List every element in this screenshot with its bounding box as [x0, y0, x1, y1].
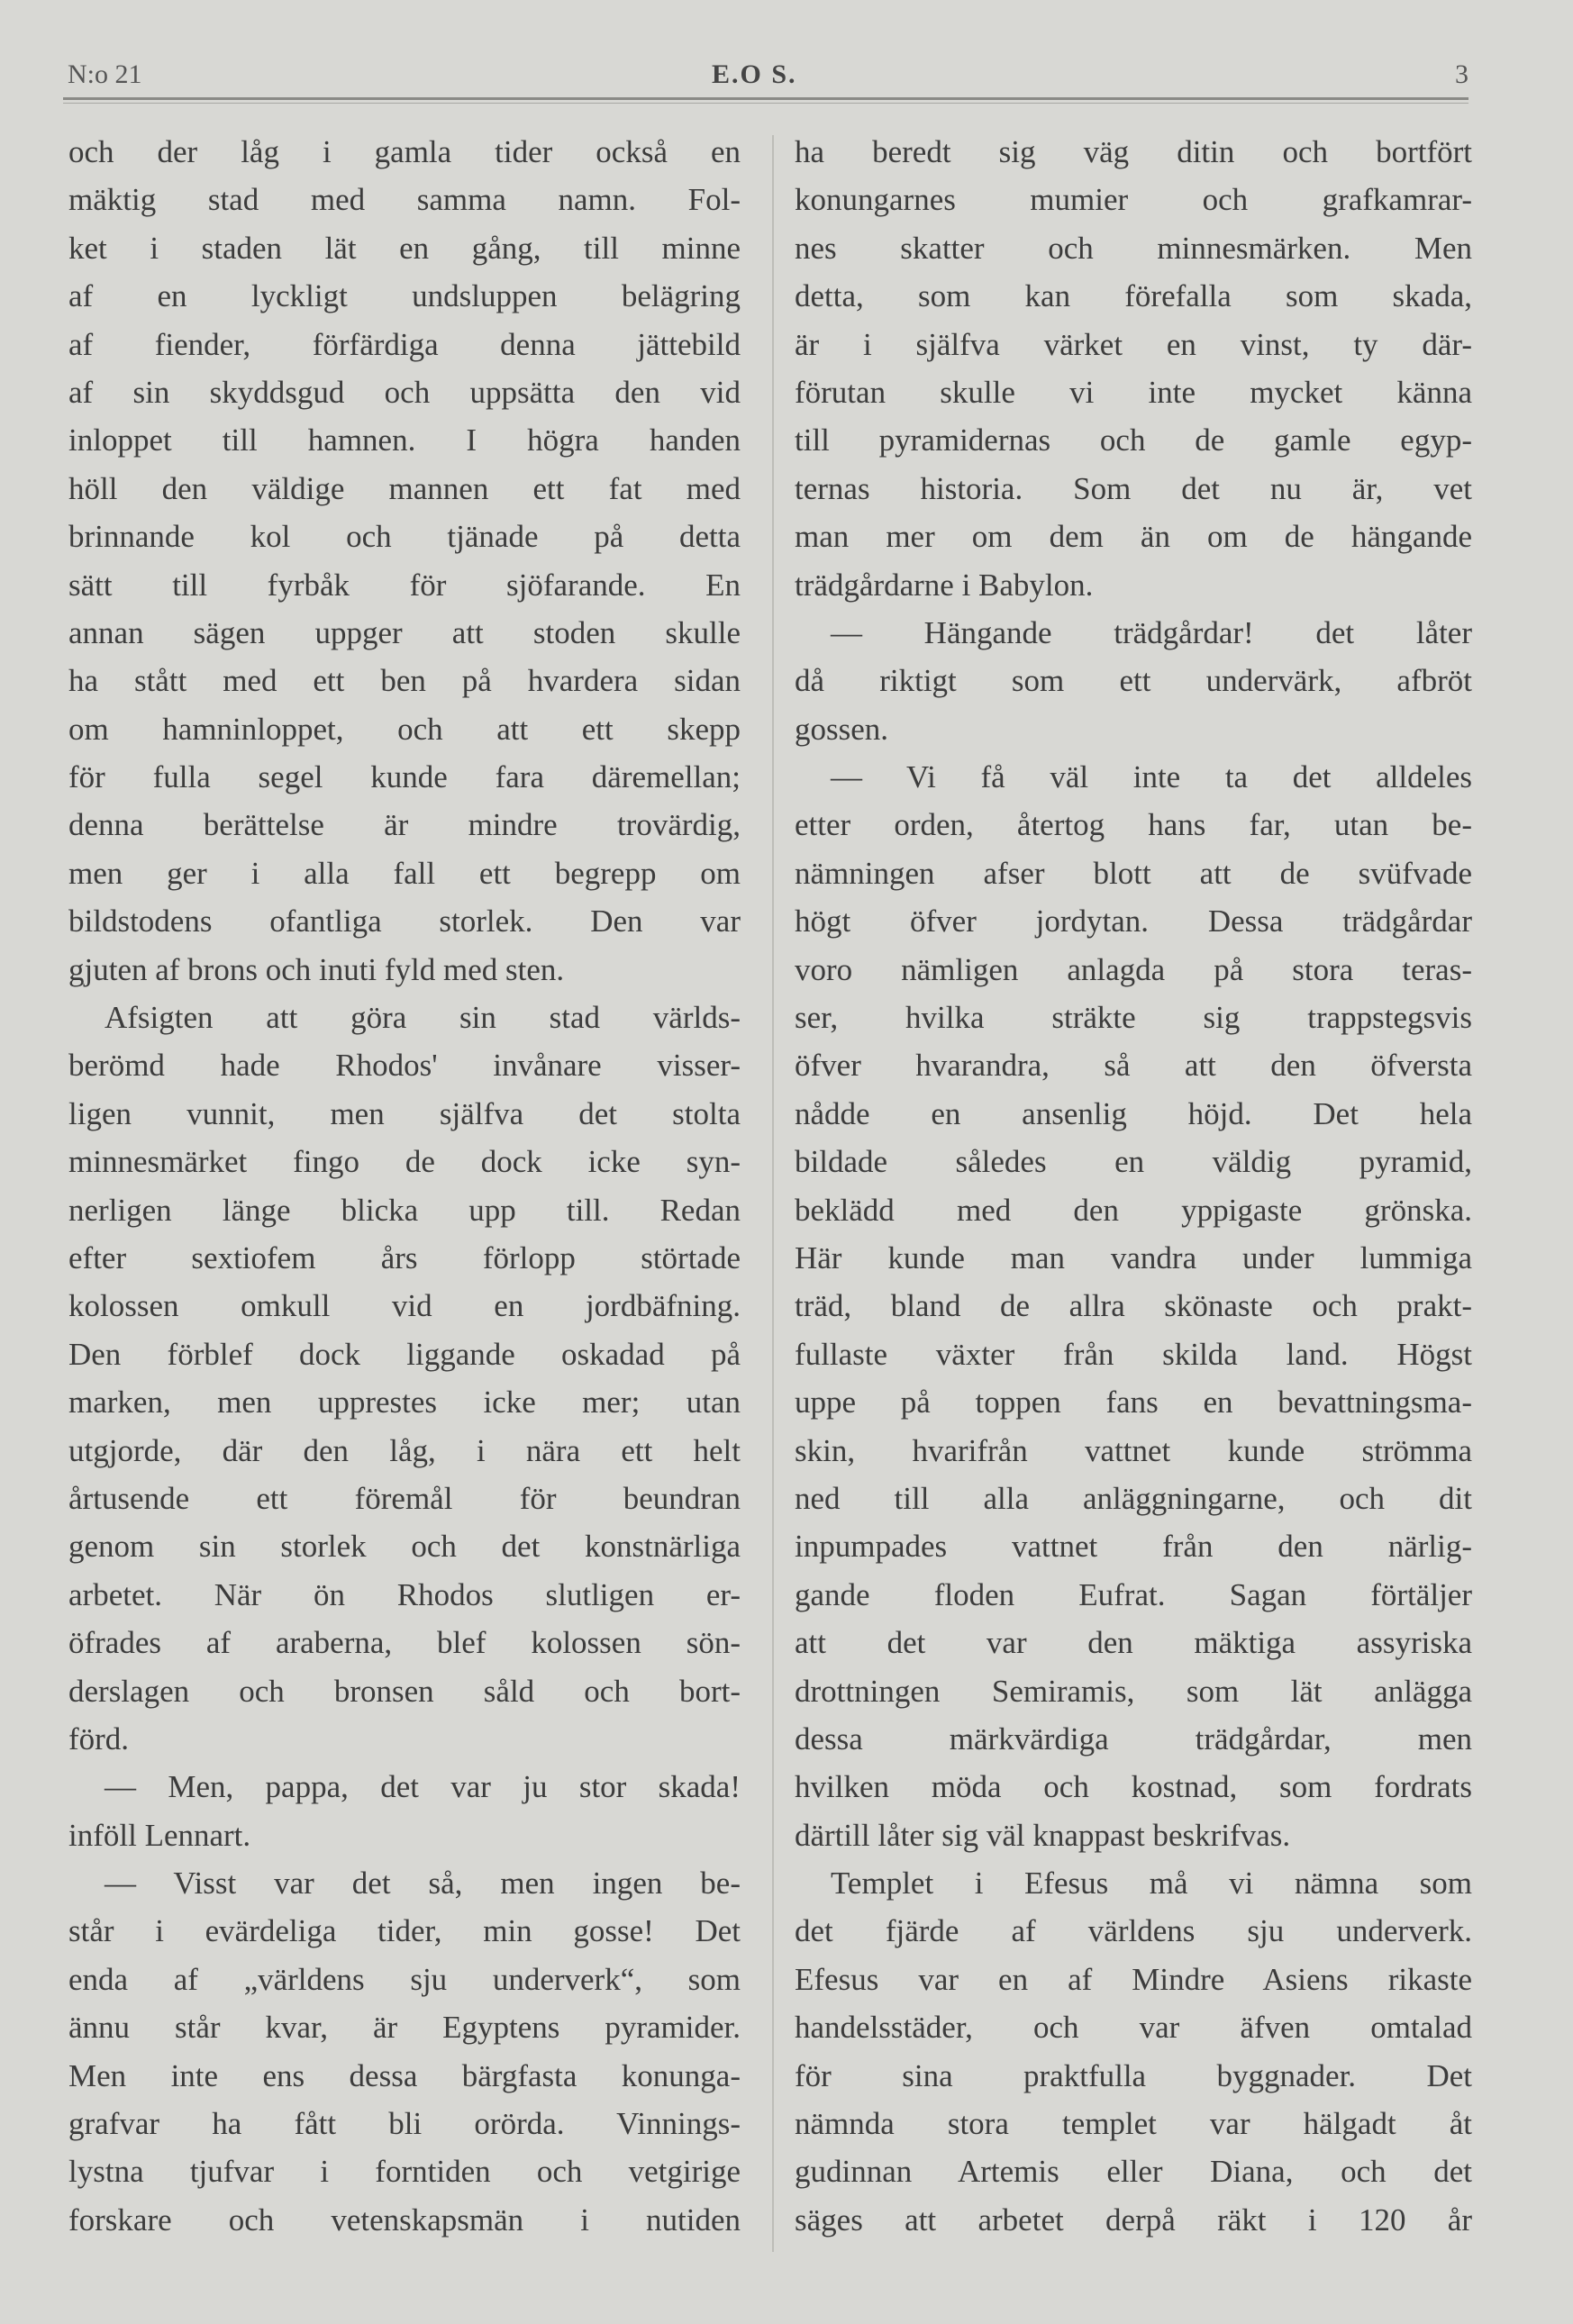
text-line: gudinnan Artemis eller Diana, och det: [795, 2154, 1472, 2190]
text-line: ligen vunnit, men själfva det stolta: [68, 1095, 741, 1131]
text-line: nämningen afser blott att de svüfvade: [795, 855, 1472, 891]
text-line: af en lyckligt undsluppen belägring: [68, 278, 741, 314]
text-line: gande floden Eufrat. Sagan förtäljer: [795, 1576, 1472, 1612]
text-line: nerligen länge blicka upp till. Redan: [68, 1192, 741, 1228]
text-line: trädgårdarne i Babylon.: [795, 567, 1094, 603]
text-line: ternas historia. Som det nu är, vet: [795, 470, 1472, 506]
text-line: brinnande kol och tjänade på detta: [68, 519, 741, 555]
text-line: ännu står kvar, är Egyptens pyramider.: [68, 2010, 741, 2046]
text-line: inpumpades vattnet från den närlig-: [795, 1529, 1472, 1565]
text-line: af fiender, förfärdiga denna jättebild: [68, 326, 741, 362]
header-rule: [63, 97, 1468, 100]
text-line: står i evärdeliga tider, min gosse! Det: [68, 1913, 741, 1949]
text-line: grafvar ha fått bli orörda. Vinnings-: [68, 2106, 741, 2142]
text-line: denna berättelse är mindre trovärdig,: [68, 807, 741, 843]
text-line: kolossen omkull vid en jordbäfning.: [68, 1288, 741, 1324]
text-line: etter orden, återtog hans far, utan be-: [795, 807, 1472, 843]
text-line: dessa märkvärdiga trädgårdar, men: [795, 1720, 1472, 1757]
text-line: — Vi få väl inte ta det alldeles: [831, 759, 1472, 795]
text-line: — Men, pappa, det var ju stor skada!: [105, 1769, 741, 1805]
text-line: för fulla segel kunde fara däremellan;: [68, 759, 741, 795]
text-line: öfrades af araberna, blef kolossen sön-: [68, 1625, 741, 1661]
text-line: Efesus var en af Mindre Asiens rikaste: [795, 1961, 1472, 1997]
text-line: inföll Lennart.: [68, 1817, 251, 1853]
text-line: fullaste växter från skilda land. Högst: [795, 1336, 1472, 1372]
publication-title: E.O S.: [712, 59, 797, 89]
text-line: nådde en ansenlig höjd. Det hela: [795, 1095, 1472, 1131]
text-line: ket i staden lät en gång, till minne: [68, 230, 741, 266]
text-line: efter sextiofem års förlopp störtade: [68, 1239, 741, 1275]
text-line: arbetet. När ön Rhodos slutligen er-: [68, 1576, 741, 1612]
text-line: — Hängande trädgårdar! det låter: [831, 614, 1472, 650]
text-line: uppe på toppen fans en bevattningsma-: [795, 1384, 1472, 1421]
text-line: ha stått med ett ben på hvardera sidan: [68, 663, 741, 699]
text-line: lystna tjufvar i forntiden och vetgirige: [68, 2154, 741, 2190]
text-line: marken, men upprestes icke mer; utan: [68, 1384, 741, 1421]
text-line: Afsigten att göra sin stad världs-: [105, 1000, 741, 1036]
text-line: forskare och vetenskapsmän i nutiden: [68, 2201, 741, 2238]
text-line: handelsstäder, och var äfven omtalad: [795, 2010, 1472, 2046]
text-line: berömd hade Rhodos' invånare visser-: [68, 1048, 741, 1084]
text-line: bildade således en väldig pyramid,: [795, 1144, 1472, 1180]
text-line: för sina praktfulla byggnader. Det: [795, 2057, 1472, 2093]
text-line: säges att arbetet derpå räkt i 120 år: [795, 2201, 1472, 2238]
text-line: af sin skyddsgud och uppsätta den vid: [68, 374, 741, 410]
text-line: ser, hvilka sträkte sig trappstegsvis: [795, 1000, 1472, 1036]
text-line: högt öfver jordytan. Dessa trädgårdar: [795, 903, 1472, 940]
text-line: annan sägen uppger att stoden skulle: [68, 614, 741, 650]
text-line: skin, hvarifrån vattnet kunde strömma: [795, 1432, 1472, 1468]
text-line: inloppet till hamnen. I högra handen: [68, 422, 741, 458]
text-line: och der låg i gamla tider också en: [68, 134, 741, 169]
issue-number: N:o 21: [68, 59, 142, 89]
text-line: nes skatter och minnesmärken. Men: [795, 230, 1472, 266]
text-line: det fjärde af världens sju underverk.: [795, 1913, 1472, 1949]
text-line: voro nämligen anlagda på stora teras-: [795, 951, 1472, 987]
text-line: hvilken möda och kostnad, som fordrats: [795, 1769, 1472, 1805]
text-line: bildstodens ofantliga storlek. Den var: [68, 903, 741, 940]
text-line: derslagen och bronsen såld och bort-: [68, 1673, 741, 1709]
text-line: därtill låter sig väl knappast beskrifvas.: [795, 1817, 1291, 1853]
text-line: Templet i Efesus må vi nämna som: [831, 1866, 1472, 1902]
text-line: Men inte ens dessa bärgfasta konunga-: [68, 2057, 741, 2093]
text-line: nämnda stora templet var hälgadt åt: [795, 2106, 1472, 2142]
text-line: då riktigt som ett undervärk, afbröt: [795, 663, 1472, 699]
text-line: förutan skulle vi inte mycket känna: [795, 374, 1472, 410]
text-line: konungarnes mumier och grafkamrar-: [795, 182, 1472, 218]
text-line: Här kunde man vandra under lummiga: [795, 1239, 1472, 1275]
text-line: detta, som kan förefalla som skada,: [795, 278, 1472, 314]
page-number: 3: [1455, 59, 1468, 89]
text-line: höll den väldige mannen ett fat med: [68, 470, 741, 506]
left-column: [68, 128, 741, 2244]
right-column: [795, 128, 1472, 2244]
text-line: till pyramidernas och de gamle egyp-: [795, 422, 1472, 458]
text-line: öfver hvarandra, så att den öfversta: [795, 1048, 1472, 1084]
text-line: att det var den mäktiga assyriska: [795, 1625, 1472, 1661]
text-line: minnesmärket fingo de dock icke syn-: [68, 1144, 741, 1180]
text-line: gjuten af brons och inuti fyld med sten.: [68, 951, 565, 987]
text-line: sätt till fyrbåk för sjöfarande. En: [68, 567, 741, 603]
text-line: drottningen Semiramis, som lät anlägga: [795, 1673, 1472, 1709]
text-line: man mer om dem än om de hängande: [795, 519, 1472, 555]
text-line: ha beredt sig väg ditin och bortfört: [795, 134, 1472, 169]
text-line: gossen.: [795, 711, 889, 747]
text-line: förd.: [68, 1720, 130, 1757]
text-line: mäktig stad med samma namn. Fol-: [68, 182, 741, 218]
text-line: träd, bland de allra skönaste och prakt-: [795, 1288, 1472, 1324]
text-line: ned till alla anläggningarne, och dit: [795, 1480, 1472, 1516]
text-line: enda af „världens sju underverk“, som: [68, 1961, 741, 1997]
text-line: Den förblef dock liggande oskadad på: [68, 1336, 741, 1372]
text-line: utgjorde, där den låg, i nära ett helt: [68, 1432, 741, 1468]
text-line: beklädd med den yppigaste grönska.: [795, 1192, 1472, 1228]
page-header: [63, 52, 1468, 97]
text-line: är i själfva värket en vinst, ty där-: [795, 326, 1472, 362]
column-divider: [772, 135, 774, 2252]
text-line: genom sin storlek och det konstnärliga: [68, 1529, 741, 1565]
header-rule-thin: [63, 103, 1468, 104]
text-line: — Visst var det så, men ingen be-: [105, 1866, 741, 1902]
text-line: årtusende ett föremål för beundran: [68, 1480, 741, 1516]
text-line: men ger i alla fall ett begrepp om: [68, 855, 741, 891]
text-line: om hamninloppet, och att ett skepp: [68, 711, 741, 747]
